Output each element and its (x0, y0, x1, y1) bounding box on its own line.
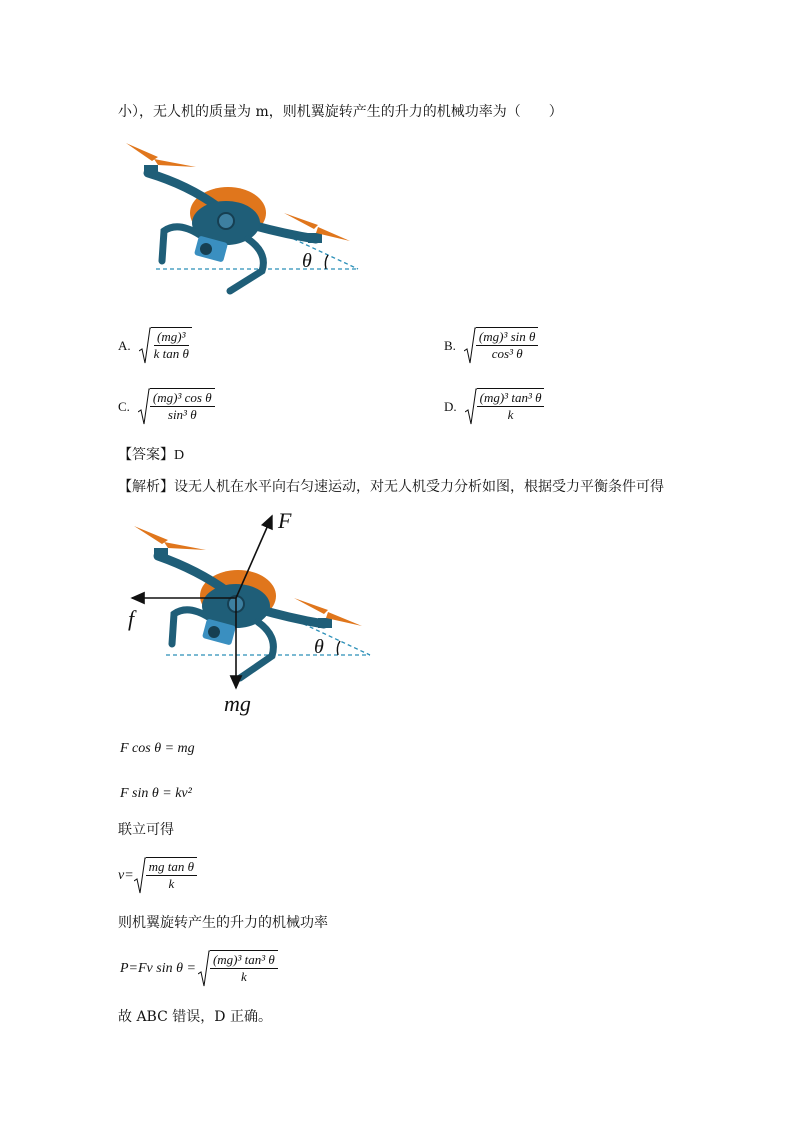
drone-leg-left-2 (172, 610, 210, 644)
option-b-radical (464, 327, 539, 365)
option-d (444, 387, 544, 427)
option-a-denominator: k tan θ (153, 346, 189, 361)
power-lhs: P=Fv sin θ = (120, 961, 196, 976)
angle-arc-2 (337, 641, 340, 655)
combine-text: 联立可得 (118, 822, 174, 838)
drone-leg-right (230, 239, 263, 291)
angle-label-theta-2: θ (314, 636, 324, 658)
propeller-left-2b (164, 542, 206, 550)
option-c-label: C. (118, 399, 130, 414)
equation-2: F sin θ = kv² (120, 786, 192, 801)
option-b-label: B. (444, 338, 456, 353)
power-denominator: k (240, 969, 247, 984)
analysis-tag: 【解析】 (118, 479, 174, 495)
drone-figure-1 (118, 135, 368, 305)
option-b-denominator: cos³ θ (491, 346, 523, 361)
option-b-numerator: (mg)³ sin θ (476, 329, 539, 346)
answer-line (118, 446, 184, 465)
drone-arm-left (148, 173, 218, 207)
analysis-line (118, 478, 664, 496)
propeller-right-a (284, 213, 318, 229)
conclusion-text: 故 ABC 错误，D 正确。 (118, 1009, 272, 1025)
propeller-left-b (154, 159, 196, 167)
option-c (118, 387, 215, 427)
power-formula (120, 947, 278, 991)
option-a (118, 326, 192, 366)
velocity-lhs: v= (118, 868, 134, 883)
equation-1: F cos θ = mg (120, 741, 195, 756)
option-a-numerator: (mg)³ (154, 329, 188, 346)
power-numerator: (mg)³ tan³ θ (210, 952, 278, 969)
option-a-label: A. (118, 338, 131, 353)
answer-value: D (174, 448, 185, 463)
velocity-denominator: k (168, 876, 175, 891)
option-a-radical (139, 327, 192, 365)
velocity-radical (134, 857, 197, 895)
angle-label-theta: θ (302, 250, 312, 272)
option-c-numerator: (mg)³ cos θ (150, 390, 215, 407)
answer-tag: 【答案】 (118, 447, 174, 463)
drone-leg-left (162, 227, 200, 261)
force-diagram (118, 508, 380, 718)
question-stem: 小），无人机的质量为 m，则机翼旋转产生的升力的机械功率为（ ） (118, 104, 563, 120)
rotor-hub-right (308, 233, 322, 243)
force-F-label: F (278, 508, 292, 533)
drone-arm-left-2 (158, 556, 228, 592)
option-d-numerator: (mg)³ tan³ θ (477, 390, 545, 407)
force-f-label: f (128, 606, 135, 631)
drone-center-hub (218, 213, 234, 229)
option-c-denominator: sin³ θ (167, 407, 197, 422)
option-b (444, 326, 538, 366)
option-c-radical (138, 388, 215, 426)
force-mg-label: mg (224, 691, 251, 716)
propeller-left-a (126, 143, 158, 161)
propeller-left-2a (134, 526, 168, 544)
propeller-right-2a (294, 598, 328, 614)
analysis-text: 设无人机在水平向右匀速运动，对无人机受力分析如图，根据受力平衡条件可得 (174, 479, 664, 495)
power-text: 则机翼旋转产生的升力的机械功率 (118, 915, 328, 931)
drone-leg-right-2 (240, 622, 273, 678)
rotor-hub-left (144, 165, 158, 175)
velocity-formula (118, 854, 197, 898)
angle-arc (325, 255, 328, 269)
option-d-radical (465, 388, 545, 426)
option-d-denominator: k (507, 407, 514, 422)
option-d-label: D. (444, 399, 457, 414)
velocity-numerator: mg tan θ (146, 859, 197, 876)
power-radical (198, 950, 278, 988)
